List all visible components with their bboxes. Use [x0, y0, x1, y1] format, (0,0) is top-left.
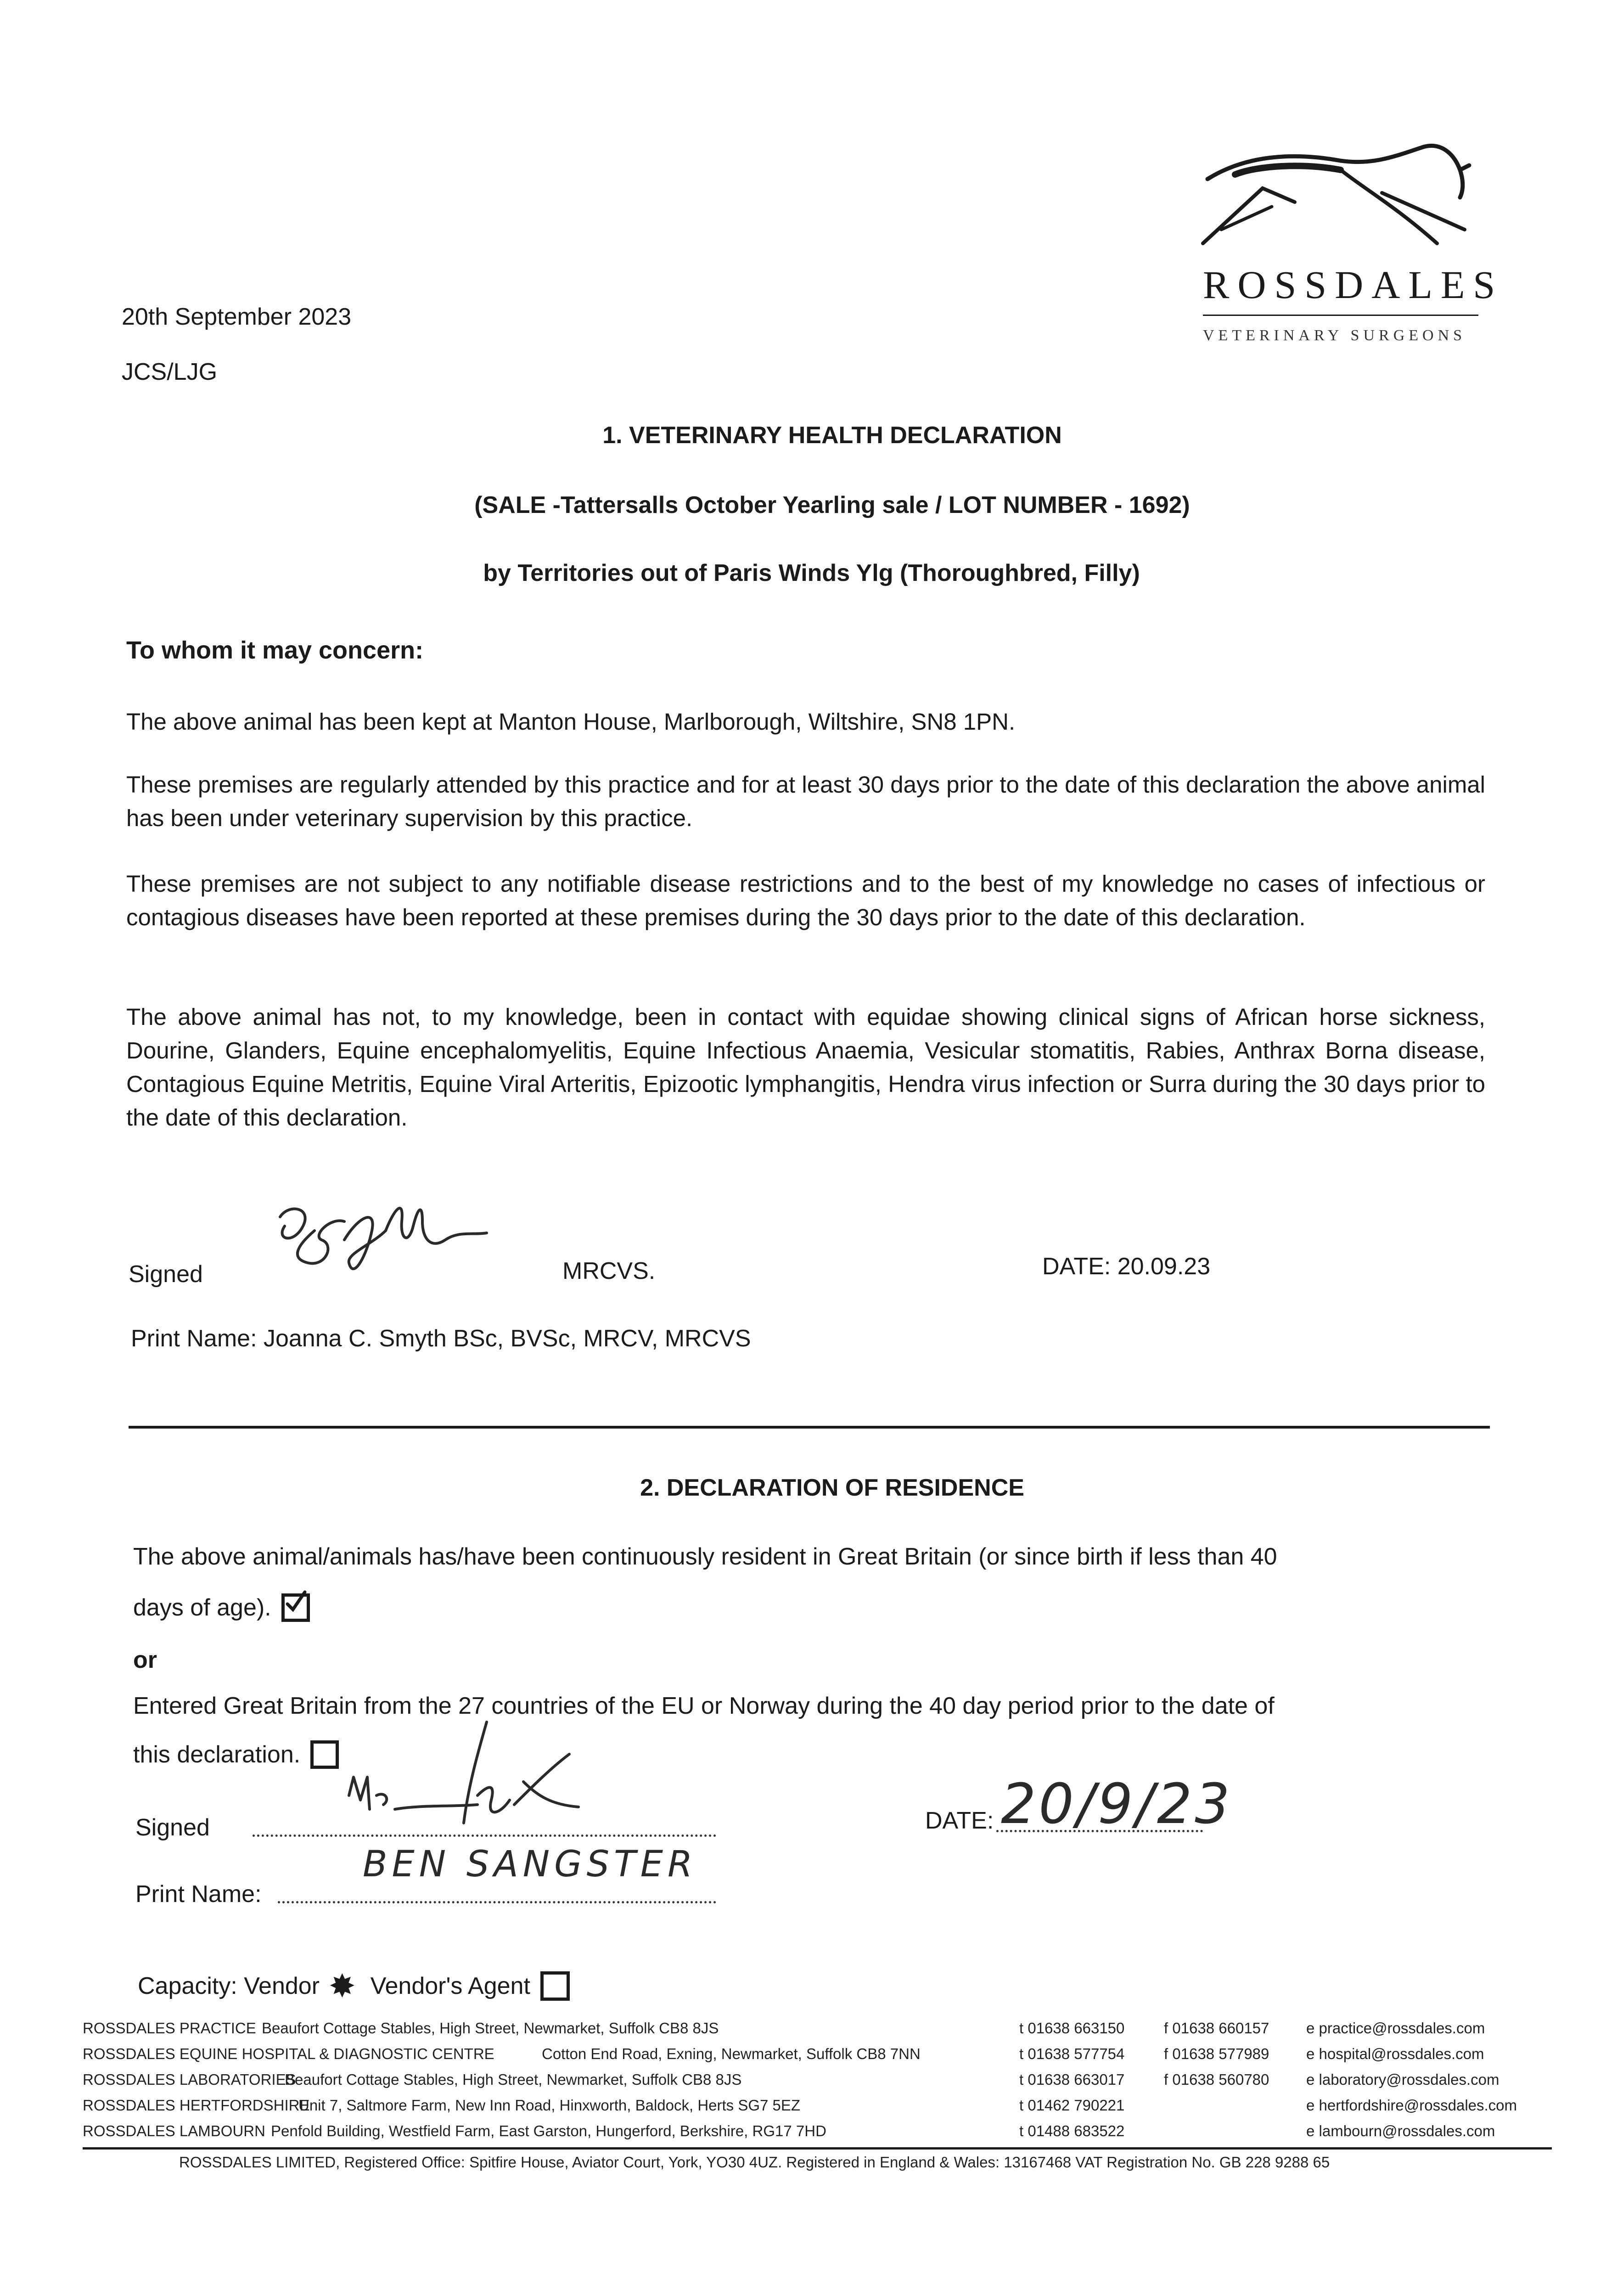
logo-name: ROSSDALES [1203, 263, 1504, 307]
residence-option2-line2: this declaration. [133, 1740, 339, 1769]
footer-tel: t 01638 577754 [1019, 2045, 1125, 2062]
footer-tel: t 01462 790221 [1019, 2097, 1125, 2114]
footer-email[interactable]: e laboratory@rossdales.com [1306, 2071, 1499, 2088]
salutation: To whom it may concern: [126, 636, 424, 664]
section-divider [129, 1426, 1490, 1429]
footer-address: Beaufort Cottage Stables, High Street, Newmarket, Suffolk CB8 8JS [285, 2071, 742, 2088]
footer-registered: ROSSDALES LIMITED, Registered Office: Spitfire House, Aviator Court, York, YO30 4UZ. Registered in England & Wales: 13167468 VAT Registration No. GB 228 9288 65 [179, 2154, 1330, 2171]
logo [1189, 138, 1504, 354]
footer-email[interactable]: e hertfordshire@rossdales.com [1306, 2097, 1517, 2114]
vet-signed-label: Signed [129, 1261, 203, 1288]
horse-description: by Territories out of Paris Winds Ylg (Thoroughbred, Filly) [483, 560, 1140, 586]
mrcvs-label: MRCVS. [562, 1258, 656, 1284]
footer-tel: t 01638 663150 [1019, 2020, 1125, 2037]
residence-option1-line2: days of age). [133, 1593, 310, 1622]
logo-tagline: VETERINARY SURGEONS [1203, 327, 1466, 344]
footer-addresses [83, 2020, 1543, 2148]
footer-entity: ROSSDALES EQUINE HOSPITAL & DIAGNOSTIC CENTRE [83, 2045, 494, 2062]
or-label: or [133, 1647, 157, 1673]
vendors-agent-checkbox[interactable] [540, 1971, 570, 2001]
paragraph-supervision: These premises are regularly attended by this practice and for at least 30 days prior to the date of this declaration the above animal has been under veterinary supervision by this practice. [126, 771, 1485, 831]
footer-row [83, 2097, 1543, 2122]
vendor-selected-mark-icon[interactable]: ✸ [329, 1968, 356, 2004]
vendor-signature [340, 1713, 588, 1841]
vendor-signed-label: Signed [135, 1814, 210, 1841]
footer-entity: ROSSDALES HERTFORDSHIRE [83, 2097, 310, 2114]
vet-print-name: Print Name: Joanna C. Smyth BSc, BVSc, MRCV, MRCVS [131, 1325, 751, 1352]
footer-address: Cotton End Road, Exning, Newmarket, Suffolk CB8 7NN [542, 2045, 921, 2062]
vet-signature [271, 1189, 491, 1286]
footer-email[interactable]: e practice@rossdales.com [1306, 2020, 1485, 2037]
footer-row [83, 2122, 1543, 2148]
check-icon [282, 1590, 309, 1618]
vendor-print-name-line [278, 1901, 716, 1903]
paragraph-premises: The above animal has been kept at Manton House, Marlborough, Wiltshire, SN8 1PN. [126, 709, 1016, 735]
reference-code: JCS/LJG [122, 359, 218, 385]
section2-title: 2. DECLARATION OF RESIDENCE [640, 1474, 1024, 1501]
footer-entity: ROSSDALES PRACTICE [83, 2020, 256, 2037]
footer-fax: f 01638 660157 [1164, 2020, 1269, 2037]
footer-row [83, 2020, 1543, 2045]
entered-eu-checkbox[interactable] [310, 1740, 339, 1769]
sale-lot-line: (SALE -Tattersalls October Yearling sale / LOT NUMBER - 1692) [474, 492, 1190, 518]
logo-rule [1203, 315, 1478, 316]
footer-address: Unit 7, Saltmore Farm, New Inn Road, Hinxworth, Baldock, Herts SG7 5EZ [298, 2097, 801, 2114]
footer-email[interactable]: e lambourn@rossdales.com [1306, 2122, 1495, 2139]
footer-tel: t 01638 663017 [1019, 2071, 1125, 2088]
resident-checkbox[interactable] [281, 1593, 310, 1622]
capacity-row [138, 1970, 570, 2002]
vendor-print-name-label: Print Name: [135, 1881, 262, 1908]
footer-entity: ROSSDALES LAMBOURN [83, 2122, 265, 2139]
footer-rule [83, 2147, 1552, 2150]
footer-address: Beaufort Cottage Stables, High Street, Newmarket, Suffolk CB8 8JS [262, 2020, 719, 2037]
vendor-date-label: DATE: [925, 1807, 994, 1834]
footer-row [83, 2071, 1543, 2097]
section1-title: 1. VETERINARY HEALTH DECLARATION [602, 422, 1062, 449]
vendors-agent-label: Vendor's Agent [370, 1973, 530, 1999]
vet-signed-date: DATE: 20.09.23 [1042, 1253, 1211, 1280]
paragraph-restrictions: These premises are not subject to any notifiable disease restrictions and to the best of my knowledge no cases of infectious or contagious diseases have been reported at these premises during the 30 days prior to the date of this declaration. [126, 871, 1485, 930]
vendor-date-value: 20/9/23 [1001, 1773, 1233, 1836]
residence-option2-line1: Entered Great Britain from the 27 countries of the EU or Norway during the 40 day period prior to the date of [133, 1693, 1275, 1719]
footer-row [83, 2045, 1543, 2071]
residence-option1-line1: The above animal/animals has/have been continuously resident in Great Britain (or since birth if less than 40 [133, 1543, 1277, 1570]
footer-tel: t 01488 683522 [1019, 2122, 1125, 2139]
letter-date: 20th September 2023 [122, 304, 352, 330]
footer-fax: f 01638 560780 [1164, 2071, 1269, 2088]
footer-address: Penfold Building, Westfield Farm, East Garston, Hungerford, Berkshire, RG17 7HD [271, 2122, 826, 2139]
horse-logo-icon [1189, 138, 1483, 257]
paragraph-diseases: The above animal has not, to my knowledge, been in contact with equidae showing clinical signs of African horse sickness, Dourine, Glanders, Equine encephalomyelitis, Equine Infectious Anaemia, Vesicular stomatitis, Rabies, Anthrax Borna disease, Contagious Equine Metritis, Equine Viral Arteritis, Epizootic lymphangitis, Hendra virus infection or Surra during the 30 days prior to the date of this declaration. [126, 1004, 1485, 1131]
footer-fax: f 01638 577989 [1164, 2045, 1269, 2062]
footer-email[interactable]: e hospital@rossdales.com [1306, 2045, 1484, 2062]
vendor-print-name-value: BEN SANGSTER [363, 1844, 697, 1885]
footer-entity: ROSSDALES LABORATORIES [83, 2071, 296, 2088]
capacity-vendor-label: Capacity: Vendor [138, 1973, 320, 1999]
